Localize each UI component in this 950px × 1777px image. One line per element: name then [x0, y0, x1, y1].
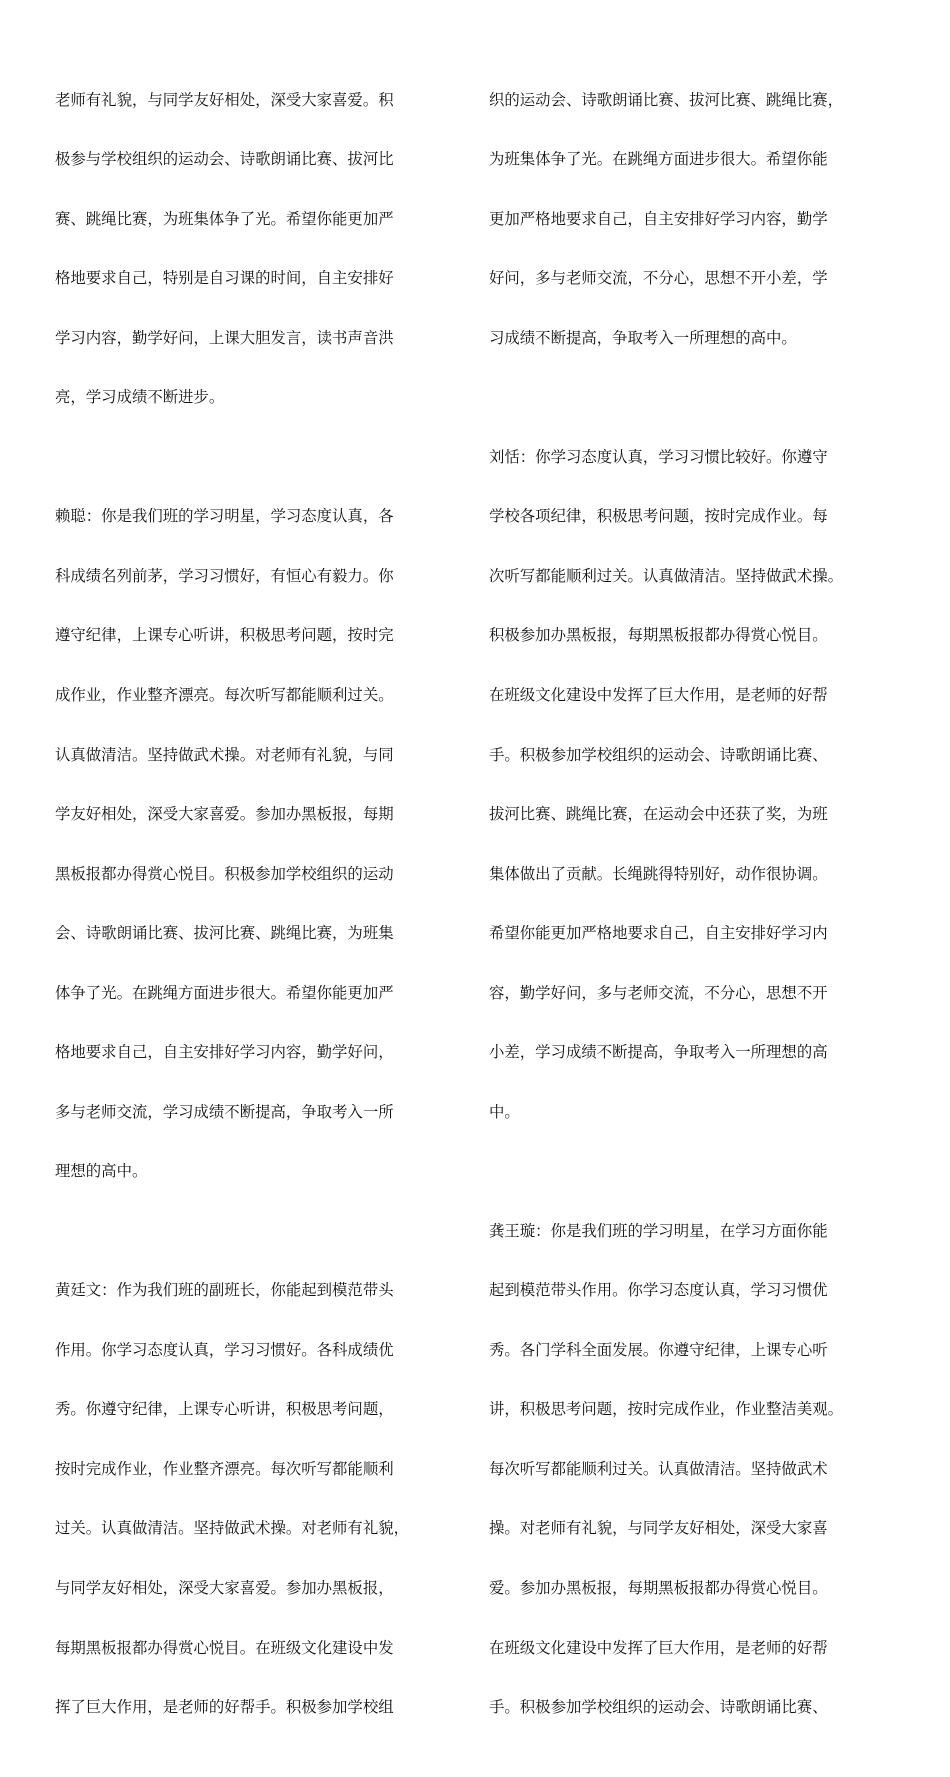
text-line: 每期黑板报都办得赏心悦目。在班级文化建设中发	[55, 1638, 394, 1657]
right-column	[489, 51, 905, 1777]
text-line: 遵守纪律，上课专心听讲，积极思考问题，按时完	[55, 626, 394, 645]
text-line: 织的运动会、诗歌朗诵比赛、拔河比赛、跳绳比赛，	[489, 90, 843, 109]
text-line: 起到模范带头作用。你学习态度认真，学习习惯优	[489, 1281, 828, 1300]
text-line: 爱。参加办黑板报，每期黑板报都办得赏心悦目。	[489, 1578, 828, 1597]
text-line: 操。对老师有礼貌，与同学友好相处，深受大家喜	[489, 1519, 828, 1538]
text-line: 科成绩名列前茅，学习习惯好，有恒心有毅力。你	[55, 566, 394, 585]
text-line: 成作业，作业整齐漂亮。每次听写都能顺利过关。	[55, 686, 394, 704]
text-line: 格地要求自己，特别是自习课的时间，自主安排好	[55, 269, 394, 288]
paragraph-comment-gong-wangxuan	[489, 1182, 905, 1757]
text-line: 赖聪：你是我们班的学习明星，学习态度认真，各	[55, 507, 394, 526]
paragraph-comment-lai-cong	[55, 468, 471, 1222]
text-line: 小差，学习成绩不断提高，争取考入一所理想的高	[489, 1043, 828, 1062]
text-line: 每次听写都能顺利过关。认真做清洁。坚持做武术	[489, 1459, 828, 1478]
text-line: 在班级文化建设中发挥了巨大作用，是老师的好帮	[489, 1638, 828, 1657]
text-line: 好问，多与老师交流，不分心，思想不开小差，学	[489, 269, 828, 288]
text-line: 与同学友好相处，深受大家喜爱。参加办黑板报，	[55, 1578, 394, 1597]
text-line: 认真做清洁。坚持做武术操。对老师有礼貌，与同	[55, 745, 394, 764]
text-line: 过关。认真做清洁。坚持做武术操。对老师有礼貌，	[55, 1519, 409, 1538]
text-line: 作用。你学习态度认真，学习习惯好。各科成绩优	[55, 1340, 394, 1359]
text-line: 体争了光。在跳绳方面进步很大。希望你能更加严	[55, 983, 394, 1002]
text-line: 习成绩不断提高，争取考入一所理想的高中。	[489, 328, 797, 347]
text-line: 手。积极参加学校组织的运动会、诗歌朗诵比赛、	[489, 745, 828, 764]
paragraph-comment-huang-tingwen	[55, 1242, 471, 1758]
text-line: 学友好相处，深受大家喜爱。参加办黑板报，每期	[55, 805, 394, 824]
text-line: 多与老师交流，学习成绩不断提高，争取考入一所	[55, 1102, 394, 1121]
text-line: 理想的高中。	[55, 1162, 148, 1181]
text-line: 会、诗歌朗诵比赛、拔河比赛、跳绳比赛，为班集	[55, 924, 394, 943]
text-line: 希望你能更加严格地要求自己，自主安排好学习内	[489, 924, 828, 943]
text-line: 亮，学习成绩不断进步。	[55, 388, 225, 407]
text-line: 老师有礼貌，与同学友好相处，深受大家喜爱。积	[55, 90, 394, 109]
text-line: 拔河比赛、跳绳比赛，在运动会中还获了奖，为班	[489, 805, 828, 824]
paragraph-comment-liu-tian	[489, 408, 905, 1162]
paragraph-comment-continued	[489, 51, 905, 388]
text-line: 容，勤学好问，多与老师交流，不分心，思想不开	[489, 983, 828, 1002]
text-line: 讲，积极思考问题，按时完成作业，作业整洁美观。	[489, 1400, 843, 1419]
text-line: 为班集体争了光。在跳绳方面进步很大。希望你能	[489, 150, 828, 169]
text-line: 中。	[489, 1102, 520, 1121]
text-line: 学校各项纪律，积极思考问题，按时完成作业。每	[489, 507, 828, 526]
text-line: 刘恬：你学习态度认真，学习习惯比较好。你遵守	[489, 447, 828, 466]
text-line: 格地要求自己，自主安排好学习内容，勤学好问，	[55, 1043, 394, 1062]
text-line: 学习内容，勤学好问，上课大胆发言，读书声音洪	[55, 328, 394, 347]
text-line: 龚王璇：你是我们班的学习明星，在学习方面你能	[489, 1221, 828, 1240]
text-line: 次听写都能顺利过关。认真做清洁。坚持做武术操。	[489, 566, 843, 585]
text-line: 黄廷文：作为我们班的副班长，你能起到模范带头	[55, 1281, 394, 1300]
text-line: 在班级文化建设中发挥了巨大作用，是老师的好帮	[489, 686, 828, 704]
text-line: 挥了巨大作用，是老师的好帮手。积极参加学校组	[55, 1698, 394, 1717]
text-line: 秀。各门学科全面发展。你遵守纪律，上课专心听	[489, 1340, 828, 1359]
text-line: 极参与学校组织的运动会、诗歌朗诵比赛、拔河比	[55, 150, 394, 169]
text-line: 集体做出了贡献。长绳跳得特别好，动作很协调。	[489, 864, 828, 883]
text-line: 黑板报都办得赏心悦目。积极参加学校组织的运动	[55, 864, 394, 883]
text-line: 赛、跳绳比赛，为班集体争了光。希望你能更加严	[55, 209, 394, 228]
left-column	[55, 51, 471, 1777]
text-line: 秀。你遵守纪律，上课专心听讲，积极思考问题，	[55, 1400, 394, 1419]
text-line: 手。积极参加学校组织的运动会、诗歌朗诵比赛、	[489, 1698, 828, 1717]
paragraph-comment-continued	[55, 51, 471, 448]
text-line: 更加严格地要求自己，自主安排好学习内容，勤学	[489, 209, 828, 228]
text-line: 按时完成作业，作业整齐漂亮。每次听写都能顺利	[55, 1459, 394, 1478]
text-line: 积极参加办黑板报，每期黑板报都办得赏心悦目。	[489, 626, 828, 645]
